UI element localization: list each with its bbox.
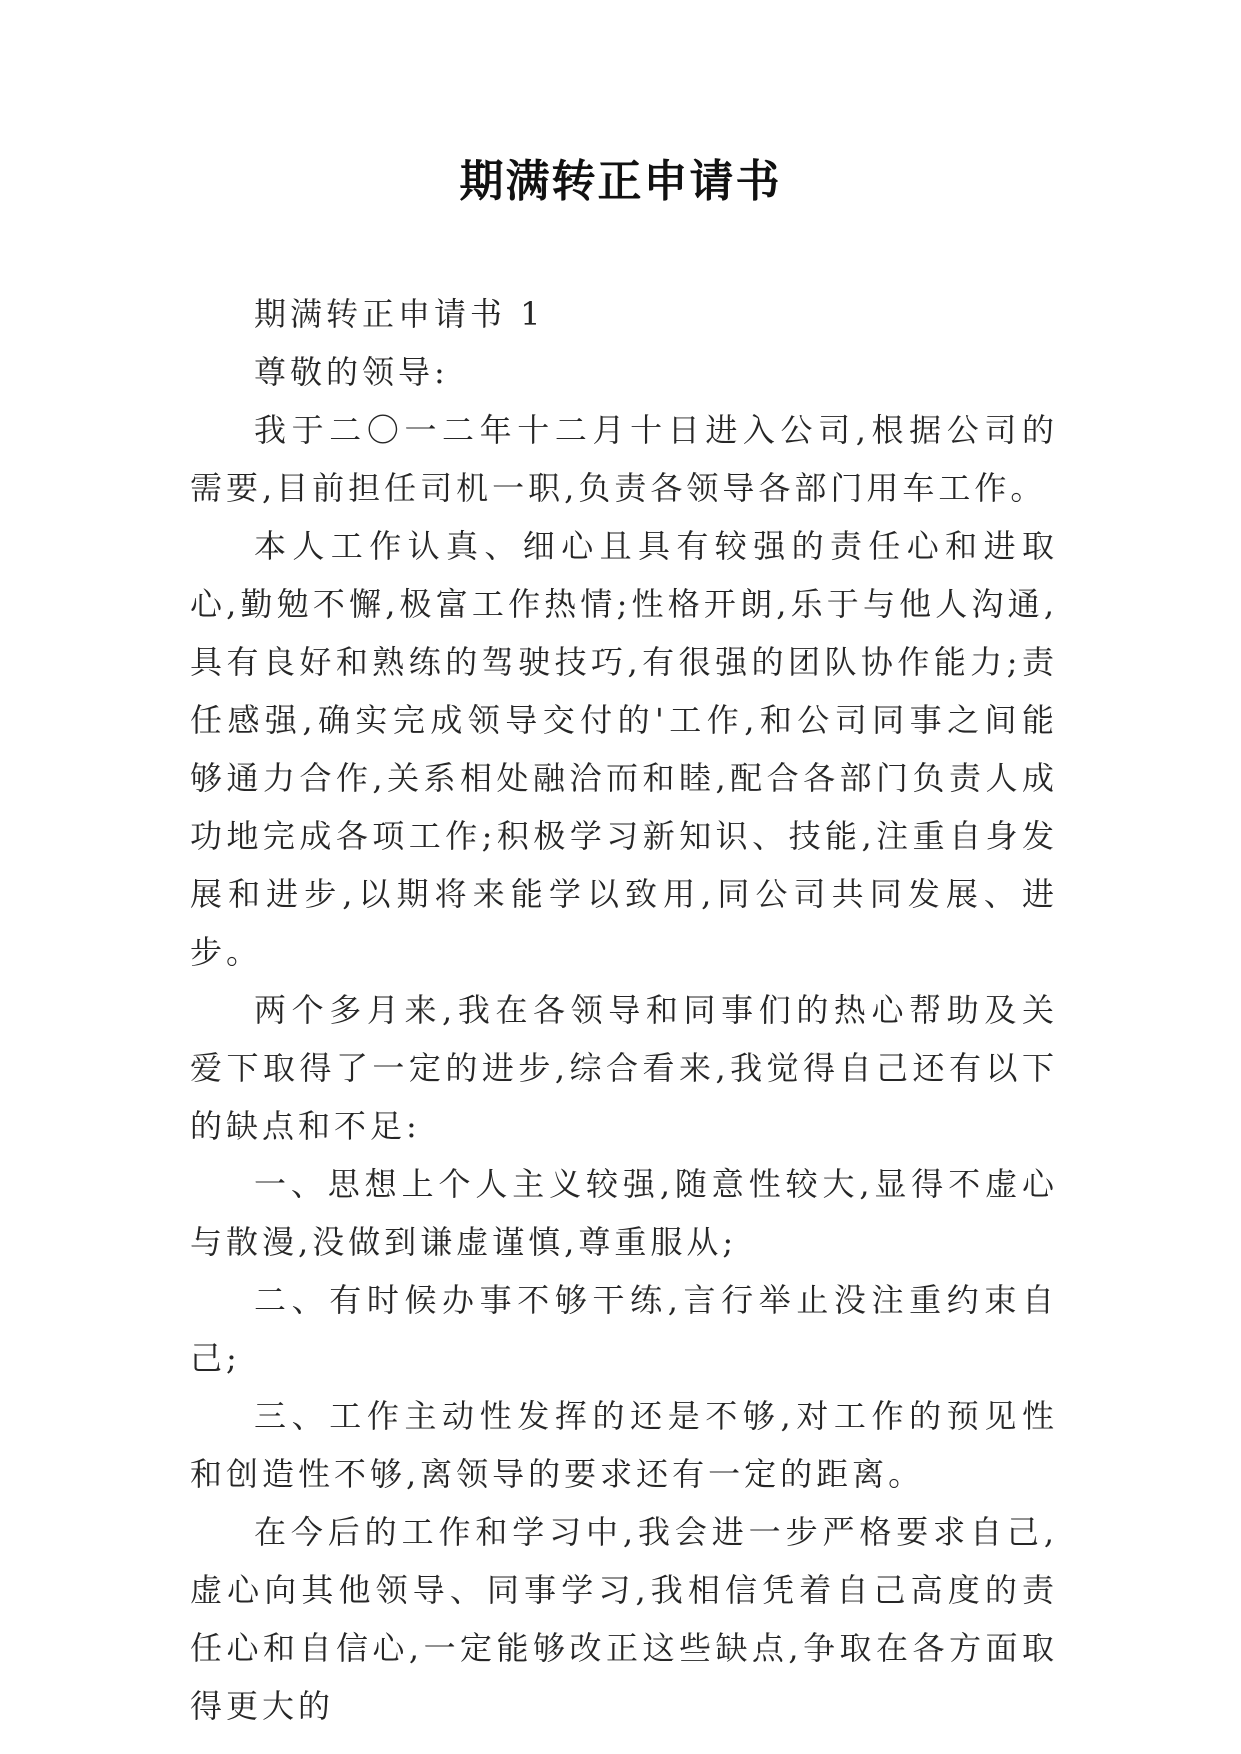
document-title: 期满转正申请书 (459, 156, 782, 207)
document-body (190, 285, 1058, 1735)
paragraph-self-evaluation: 本人工作认真、细心且具有较强的责任心和进取心,勤勉不懈,极富工作热情;性格开朗,乐于与他人沟通,具有良好和熟练的驾驶技巧,有很强的团队协作能力;责任感强,确实完成领导交付的'工作,和公司同事之间能够通力合作,关系相处融洽而和睦,配合各部门负责人成功地完成各项工作;积极学习新知识、技能,注重自身发展和进步,以期将来能学以致用,同公司共同发展、进步。 (190, 527, 1058, 971)
heading-line: 期满转正申请书 1 (254, 295, 545, 333)
paragraph-future: 在今后的工作和学习中,我会进一步严格要求自己,虚心向其他领导、同事学习,我相信凭着自己高度的责任心和自信心,一定能够改正这些缺点,争取在各方面取得更大的 (190, 1513, 1058, 1725)
paragraph-intro: 我于二〇一二年十二月十日进入公司,根据公司的需要,目前担任司机一职,负责各领导各部门用车工作。 (190, 411, 1058, 507)
salutation: 尊敬的领导: (254, 353, 449, 391)
paragraph-shortcomings-lead: 两个多月来,我在各领导和同事们的热心帮助及关爱下取得了一定的进步,综合看来,我觉得自己还有以下的缺点和不足: (190, 991, 1058, 1145)
shortcoming-item-2: 二、有时候办事不够干练,言行举止没注重约束自己; (190, 1281, 1058, 1377)
shortcoming-item-1: 一、思想上个人主义较强,随意性较大,显得不虚心与散漫,没做到谦虚谨慎,尊重服从; (190, 1165, 1058, 1261)
shortcoming-item-3: 三、工作主动性发挥的还是不够,对工作的预见性和创造性不够,离领导的要求还有一定的距离。 (190, 1397, 1058, 1493)
